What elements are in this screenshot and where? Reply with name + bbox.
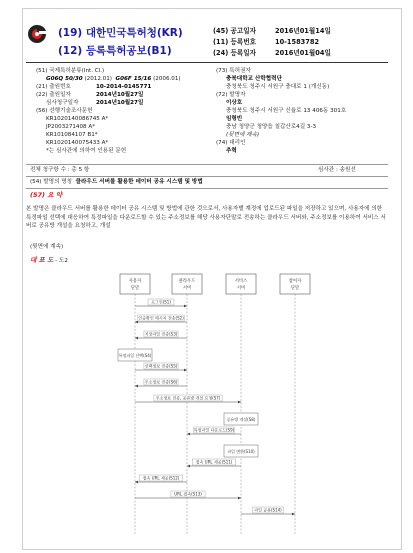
inventor-2-address: 충남 청양군 청양읍 칠갑산로4길 3-3	[226, 124, 317, 130]
lane-label: 사용자	[128, 279, 142, 284]
field-22-label: (22) 출원일자	[36, 92, 71, 98]
field-51-label: (51) 국제특허분류(Int. Cl.)	[36, 68, 105, 74]
lane-box	[120, 274, 150, 294]
arrowhead	[135, 481, 138, 484]
step-label: 로그인(S1)	[151, 299, 171, 305]
step-label: 파일 변환(S10)	[227, 449, 255, 454]
prior-art-ref: KR1020140075433 A*	[46, 140, 109, 146]
inventor-1: 이상호	[226, 100, 243, 106]
title-divider-bottom	[26, 188, 388, 189]
lane-label: 클라우드	[178, 279, 196, 284]
field-56-label: (56) 선행기술조사문헌	[36, 108, 93, 114]
arrowhead	[187, 433, 190, 436]
exam-request-date: 2014년10월27일	[96, 100, 144, 106]
abstract-continued: (뒷면에 계속)	[30, 244, 64, 250]
header-divider	[26, 62, 388, 63]
claims-total: 전체 청구항 수 : 총 5 항	[30, 167, 90, 173]
agent-name: 추혁	[226, 148, 237, 154]
lane-label: 서버	[236, 286, 246, 291]
continued-note: (뒷면에 계속)	[226, 132, 260, 138]
prior-art-note: *는 심사관에 의하여 인용된 문헌	[46, 148, 127, 154]
lane-label: 서비스	[234, 279, 248, 284]
lane-label: 서버	[182, 286, 192, 291]
patent-owner: 충북대학교 산학협력단	[226, 76, 282, 82]
arrowhead	[187, 465, 190, 468]
step-label: 파일 공유(S14)	[254, 507, 282, 513]
lane-box	[280, 274, 310, 294]
representative-figure-label: 대 표 도 - 도2	[30, 256, 68, 264]
arrowhead	[184, 305, 187, 308]
arrowhead	[292, 513, 295, 516]
field-21-label: (21) 출원번호	[36, 84, 71, 90]
step-label: 특정파일 다운로드(S9)	[193, 427, 235, 433]
sequence-diagram	[105, 272, 330, 538]
arrowhead	[135, 385, 138, 388]
inventor-2: 임형빈	[226, 116, 243, 122]
pub-row-reg-date: (24) 등록일자 2016년01월04일	[213, 49, 331, 57]
arrowhead	[135, 337, 138, 340]
abstract-body: 본 발명은 클라우드 서버를 활용한 데이터 공유 시스템 및 방법에 관한 것으로서, 사용자별 계정에 업로드된 파일을 저장하고 있으며, 사용자에 의한 특정파일 선택에 대응하여 특정파일을 다운로드할 수 있는 주소정보를 해당 사용자단말로 전송하는 클라우드 서버와, 주소정보를 이용하여 서비스 서버로 공유방 개설을 요청하고, 개설	[26, 206, 386, 229]
owner-address: 충청북도 청주시 서원구 충대로 1 (개신동)	[226, 84, 330, 90]
step-label: 접속 URL 제공(S12)	[142, 475, 180, 481]
prior-art-ref: KR1020140086745 A*	[46, 116, 109, 122]
step-label: 주소정보 전송(S6)	[144, 379, 178, 385]
lane-box	[172, 274, 202, 294]
prior-art-ref: KR101084107 B1*	[46, 132, 98, 138]
step-label: 특정파일 선택(S4)	[118, 353, 152, 358]
arrowhead	[184, 369, 187, 372]
step-label: 저장파일 전송(S3)	[144, 331, 178, 337]
kipo-logo-icon	[26, 23, 48, 45]
pub-row-reg-number: (11) 등록번호 10-1583782	[213, 38, 320, 46]
arrowhead	[238, 401, 241, 404]
lane-label: 단말	[290, 286, 300, 291]
field-73-label: (73) 특허권자	[216, 68, 251, 74]
step-label: 주소정보 전송, 공유방 개설 요청(S7)	[155, 395, 221, 401]
header-publication-type: (12) 등록특허공보(B1)	[58, 45, 172, 57]
examiner: 심사관 : 송원선	[318, 167, 356, 173]
arrowhead	[238, 497, 241, 500]
lane-label: 단말	[130, 286, 140, 291]
field-74-label: (74) 대리인	[216, 140, 246, 146]
invention-title: (54) 발명의 명칭 클라우드 서버를 활용한 데이터 공유 시스템 및 방법	[30, 179, 203, 185]
application-number: 10-2014-0145771	[96, 84, 152, 90]
step-label: 접속 URL 제공(S11)	[195, 459, 233, 465]
title-divider-top	[26, 176, 388, 177]
lane-box	[226, 274, 256, 294]
arrowhead	[135, 321, 138, 324]
claims-divider	[26, 164, 388, 165]
exam-request-label: 심사청구일자	[46, 100, 79, 106]
step-label: 인증확인 메시지 전송(S2)	[138, 315, 184, 321]
step-label: URL 접속(S13)	[174, 491, 202, 497]
step-label: 공유방 개설(S8)	[226, 417, 256, 422]
lane-label: 참여자	[288, 279, 302, 284]
abstract-heading: (57) 요 약	[30, 191, 63, 199]
prior-art-ref: JP2003271408 A*	[46, 124, 96, 130]
application-date: 2014년10월27일	[96, 92, 144, 98]
step-label: 선택정보 전송(S5)	[144, 363, 178, 369]
inventor-1-address: 충청북도 청주시 서원구 신율로 13 406동 301호	[226, 108, 347, 114]
header-office: (19) 대한민국특허청(KR)	[58, 27, 183, 39]
pub-row-announce: (45) 공고일자 2016년01월14일	[213, 27, 331, 35]
ipc-classes: G06Q 50/30 (2012.01) G06F 15/16 (2006.01)	[46, 76, 181, 82]
field-72-label: (72) 발명자	[216, 92, 246, 98]
